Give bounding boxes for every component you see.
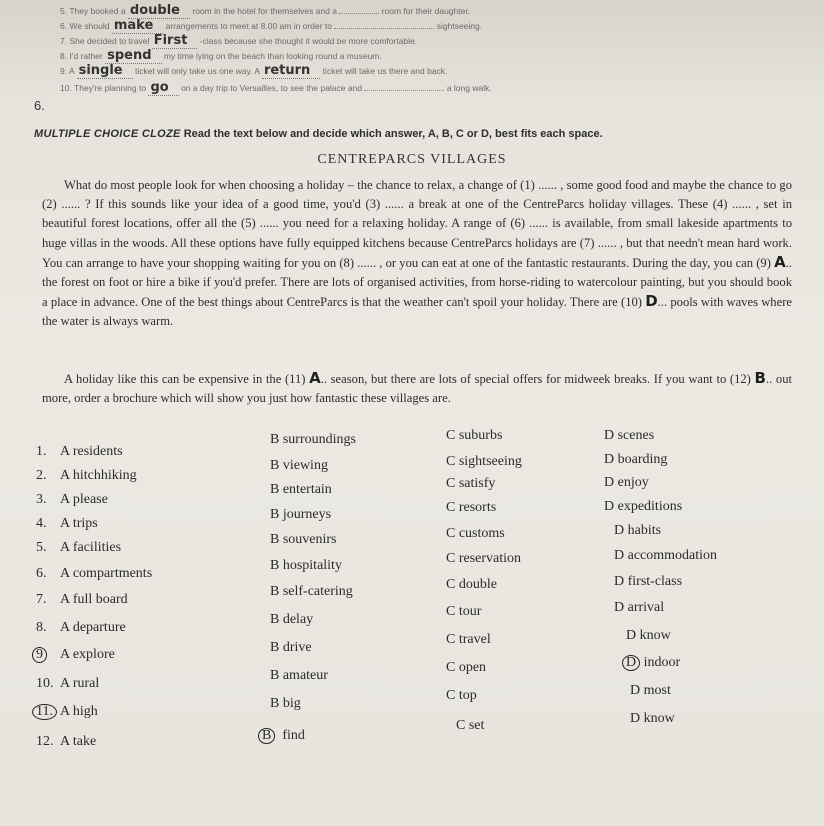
option-1-B: B surroundings — [270, 432, 356, 447]
option-5-A: 5. A facilities — [36, 540, 122, 555]
option-2-A: 2. A hitchhiking — [36, 468, 137, 483]
option-9-D: D know — [626, 628, 671, 643]
option-6-A: 6. A compartments — [36, 566, 153, 581]
option-5-B: B souvenirs — [270, 532, 337, 547]
exercise-line-7: 7. She decided to travel First -class because she thought it would be more comfortable. — [60, 33, 418, 48]
passage-paragraph-2: A holiday like this can be expensive in the (11) A.. season, but there are lots of special offers for midweek breaks. If you want to (12) B.. out more, order a brochure which will show you just how fantastic these villages are. — [42, 369, 792, 406]
handwritten-answer: make — [112, 18, 163, 34]
handwritten-answer: double — [128, 3, 190, 19]
circled-question-number-11: 11. — [32, 704, 57, 720]
handwritten-mark-11: A — [309, 369, 321, 387]
option-9-B: B drive — [270, 640, 312, 655]
option-12-A: 12. A take — [36, 734, 97, 749]
option-7-B: B self-catering — [270, 584, 353, 599]
instruction-text: Read the text below and decide which answer, A, B, C or D, best fits each space. — [180, 128, 603, 140]
option-2-D: D boarding — [604, 452, 668, 467]
option-2-C: C sightseeing — [446, 454, 522, 469]
option-3-B: B entertain — [270, 482, 332, 497]
option-8-B: B delay — [270, 612, 314, 627]
exercise-line-8: 8. I'd rather spend my time lying on the beach than looking round a museum. — [60, 48, 382, 63]
option-12-C: C set — [456, 718, 485, 733]
option-11-D: D most — [630, 683, 671, 698]
option-11-A: 11. A high — [36, 704, 98, 720]
circled-question-number-9: 9 — [32, 647, 47, 663]
option-7-A: 7. A full board — [36, 592, 128, 607]
exercise-line-10: 10. They're planning to go on a day trip to Versailles, to see the palace and a long walk. — [60, 80, 492, 95]
option-8-D: D arrival — [614, 600, 665, 615]
option-3-D: D enjoy — [604, 475, 649, 490]
option-5-D: D habits — [614, 523, 662, 538]
handwritten-answer: return — [262, 63, 320, 79]
option-10-B: B amateur — [270, 668, 328, 683]
exercise-line-6: 6. We should make arrangements to meet at 8.00 am in order to sightseeing. — [60, 18, 483, 33]
option-3-C: C satisfy — [446, 476, 496, 491]
handwritten-answer: spend — [105, 48, 161, 64]
section-number: 6. — [34, 98, 45, 113]
option-1-D: D scenes — [604, 428, 655, 443]
passage-title: CENTREPARCS VILLAGES — [317, 152, 507, 167]
option-4-B: B journeys — [270, 507, 332, 522]
option-4-D: D expeditions — [604, 499, 683, 514]
option-3-A: 3. A please — [36, 492, 108, 507]
option-6-B: B hospitality — [270, 558, 342, 573]
option-8-C: C tour — [446, 604, 482, 619]
handwritten-mark-9: A — [774, 252, 786, 271]
option-7-C: C double — [446, 577, 497, 592]
passage-paragraph-1: What do most people look for when choosing a holiday – the chance to relax, a change of (1) ...... , some good food and maybe the chance to go (2) ...... ? If this sounds like your idea of a good time, you'd (3) ...... a break at one of the CentreParcs holiday villages. These (4) ...... , set in beautiful forest locations, offer all the (5) ...... you need for a relaxing holiday. A range of (6) ...... is available, from small lakeside apartments to huge villas in the woods. All these options have fully equipped kitchens because CentreParcs holidays are (7) ...... , but that needn't mean hard work. You can arrange to have your shopping waiting for you on (8) ...... , or you can eat at one of the fantastic restaurants. During the day, you can (9) A.. the forest on foot or hire a bike if you'd prefer. There are lots of organised activities, from horse-riding to watercolour painting, but you should book a place in advance. One of the best things about CentreParcs is that the weather can't spoil your holiday. There are (10) D... pools with waves where the water is always warm. — [42, 178, 792, 329]
circled-answer-letter-D: D — [622, 655, 640, 671]
option-11-C: C top — [446, 688, 477, 703]
option-10-D: D indoor — [626, 655, 680, 671]
option-12-B: B find — [262, 728, 305, 744]
handwritten-mark-12: B — [754, 369, 766, 387]
option-2-B: B viewing — [270, 458, 328, 473]
option-5-C: C customs — [446, 526, 505, 541]
exercise-line-9: 9. A single ticket will only take us one way. A return ticket will take us there and back. — [60, 63, 448, 78]
option-12-D: D know — [630, 711, 675, 726]
option-9-C: C travel — [446, 632, 491, 647]
option-8-A: 8. A departure — [36, 620, 126, 635]
option-7-D: D first-class — [614, 574, 683, 589]
option-4-A: 4. A trips — [36, 516, 98, 531]
handwritten-mark-10: D — [645, 292, 658, 311]
instruction-lead: MULTIPLE CHOICE CLOZE — [34, 128, 181, 140]
circled-answer-letter-B: B — [258, 728, 275, 744]
option-1-C: C suburbs — [446, 428, 503, 443]
option-6-C: C reservation — [446, 551, 522, 566]
handwritten-answer: go — [148, 80, 178, 96]
exercise-line-5: 5. They booked a double room in the hotel for themselves and a room for their daughter. — [60, 3, 471, 18]
option-10-A: 10. A rural — [36, 676, 100, 691]
handwritten-answer: single — [77, 63, 133, 79]
handwritten-answer: First — [152, 33, 198, 49]
option-11-B: B big — [270, 696, 301, 711]
option-10-C: C open — [446, 660, 487, 675]
option-9-A: 9 A explore — [36, 647, 115, 663]
option-1-A: 1. A residents — [36, 444, 123, 459]
option-4-C: C resorts — [446, 500, 497, 515]
option-6-D: D accommodation — [614, 548, 718, 563]
